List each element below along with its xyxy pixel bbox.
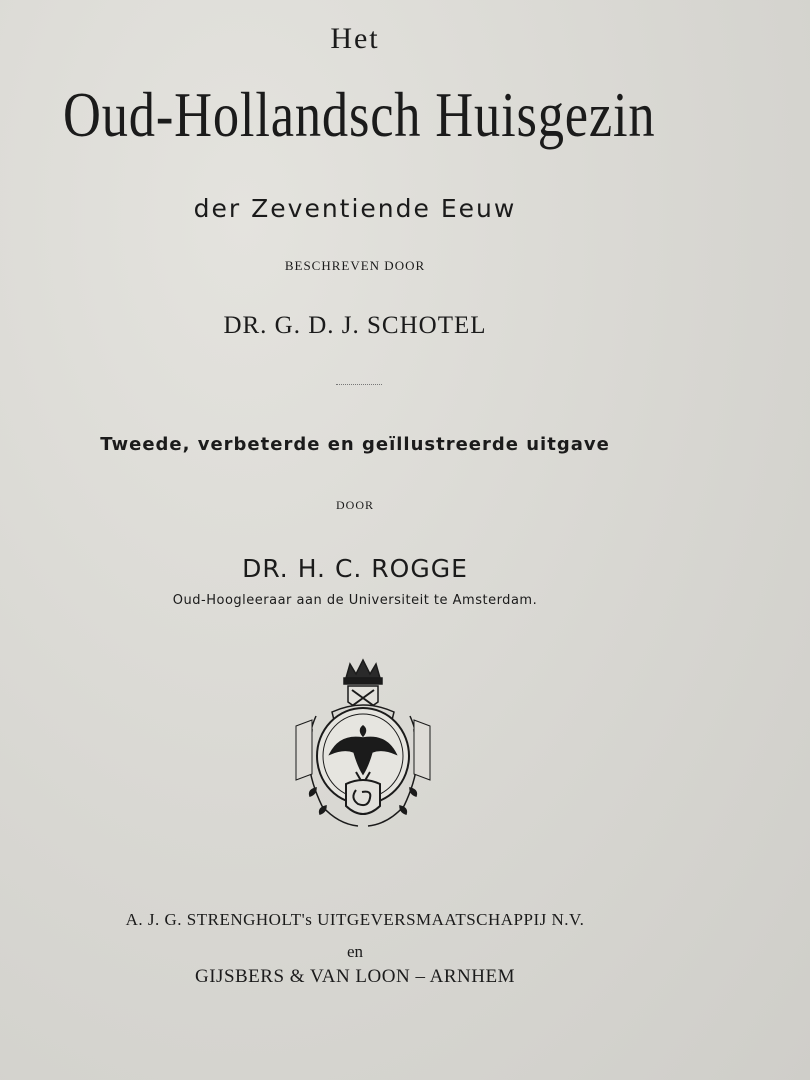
publisher-location: GIJSBERS & VAN LOON – ARNHEM [195,966,515,987]
publisher-name: A. J. G. STRENGHOLT's UITGEVERSMAATSCHAPPIJ N.V. [125,910,585,929]
publisher-emblem-icon [288,656,438,834]
pre-title: Het [330,22,380,55]
edition-statement: Tweede, verbeterde en geïllustreerde uitgave [100,434,610,455]
described-by-label: BESCHREVEN DOOR [284,258,426,273]
editor-name: DR. H. C. ROGGE [242,554,468,583]
editor-affiliation: Oud-Hoogleeraar aan de Universiteit te Amsterdam. [172,593,538,608]
book-subtitle: der Zeventiende Eeuw [193,194,517,223]
publisher-conjunction: en [346,942,364,961]
by-label: DOOR [335,498,374,512]
author-name: DR. G. D. J. SCHOTEL [223,312,487,339]
divider [336,384,382,385]
book-title: Oud-Hollandsch Huisgezin [63,79,656,150]
